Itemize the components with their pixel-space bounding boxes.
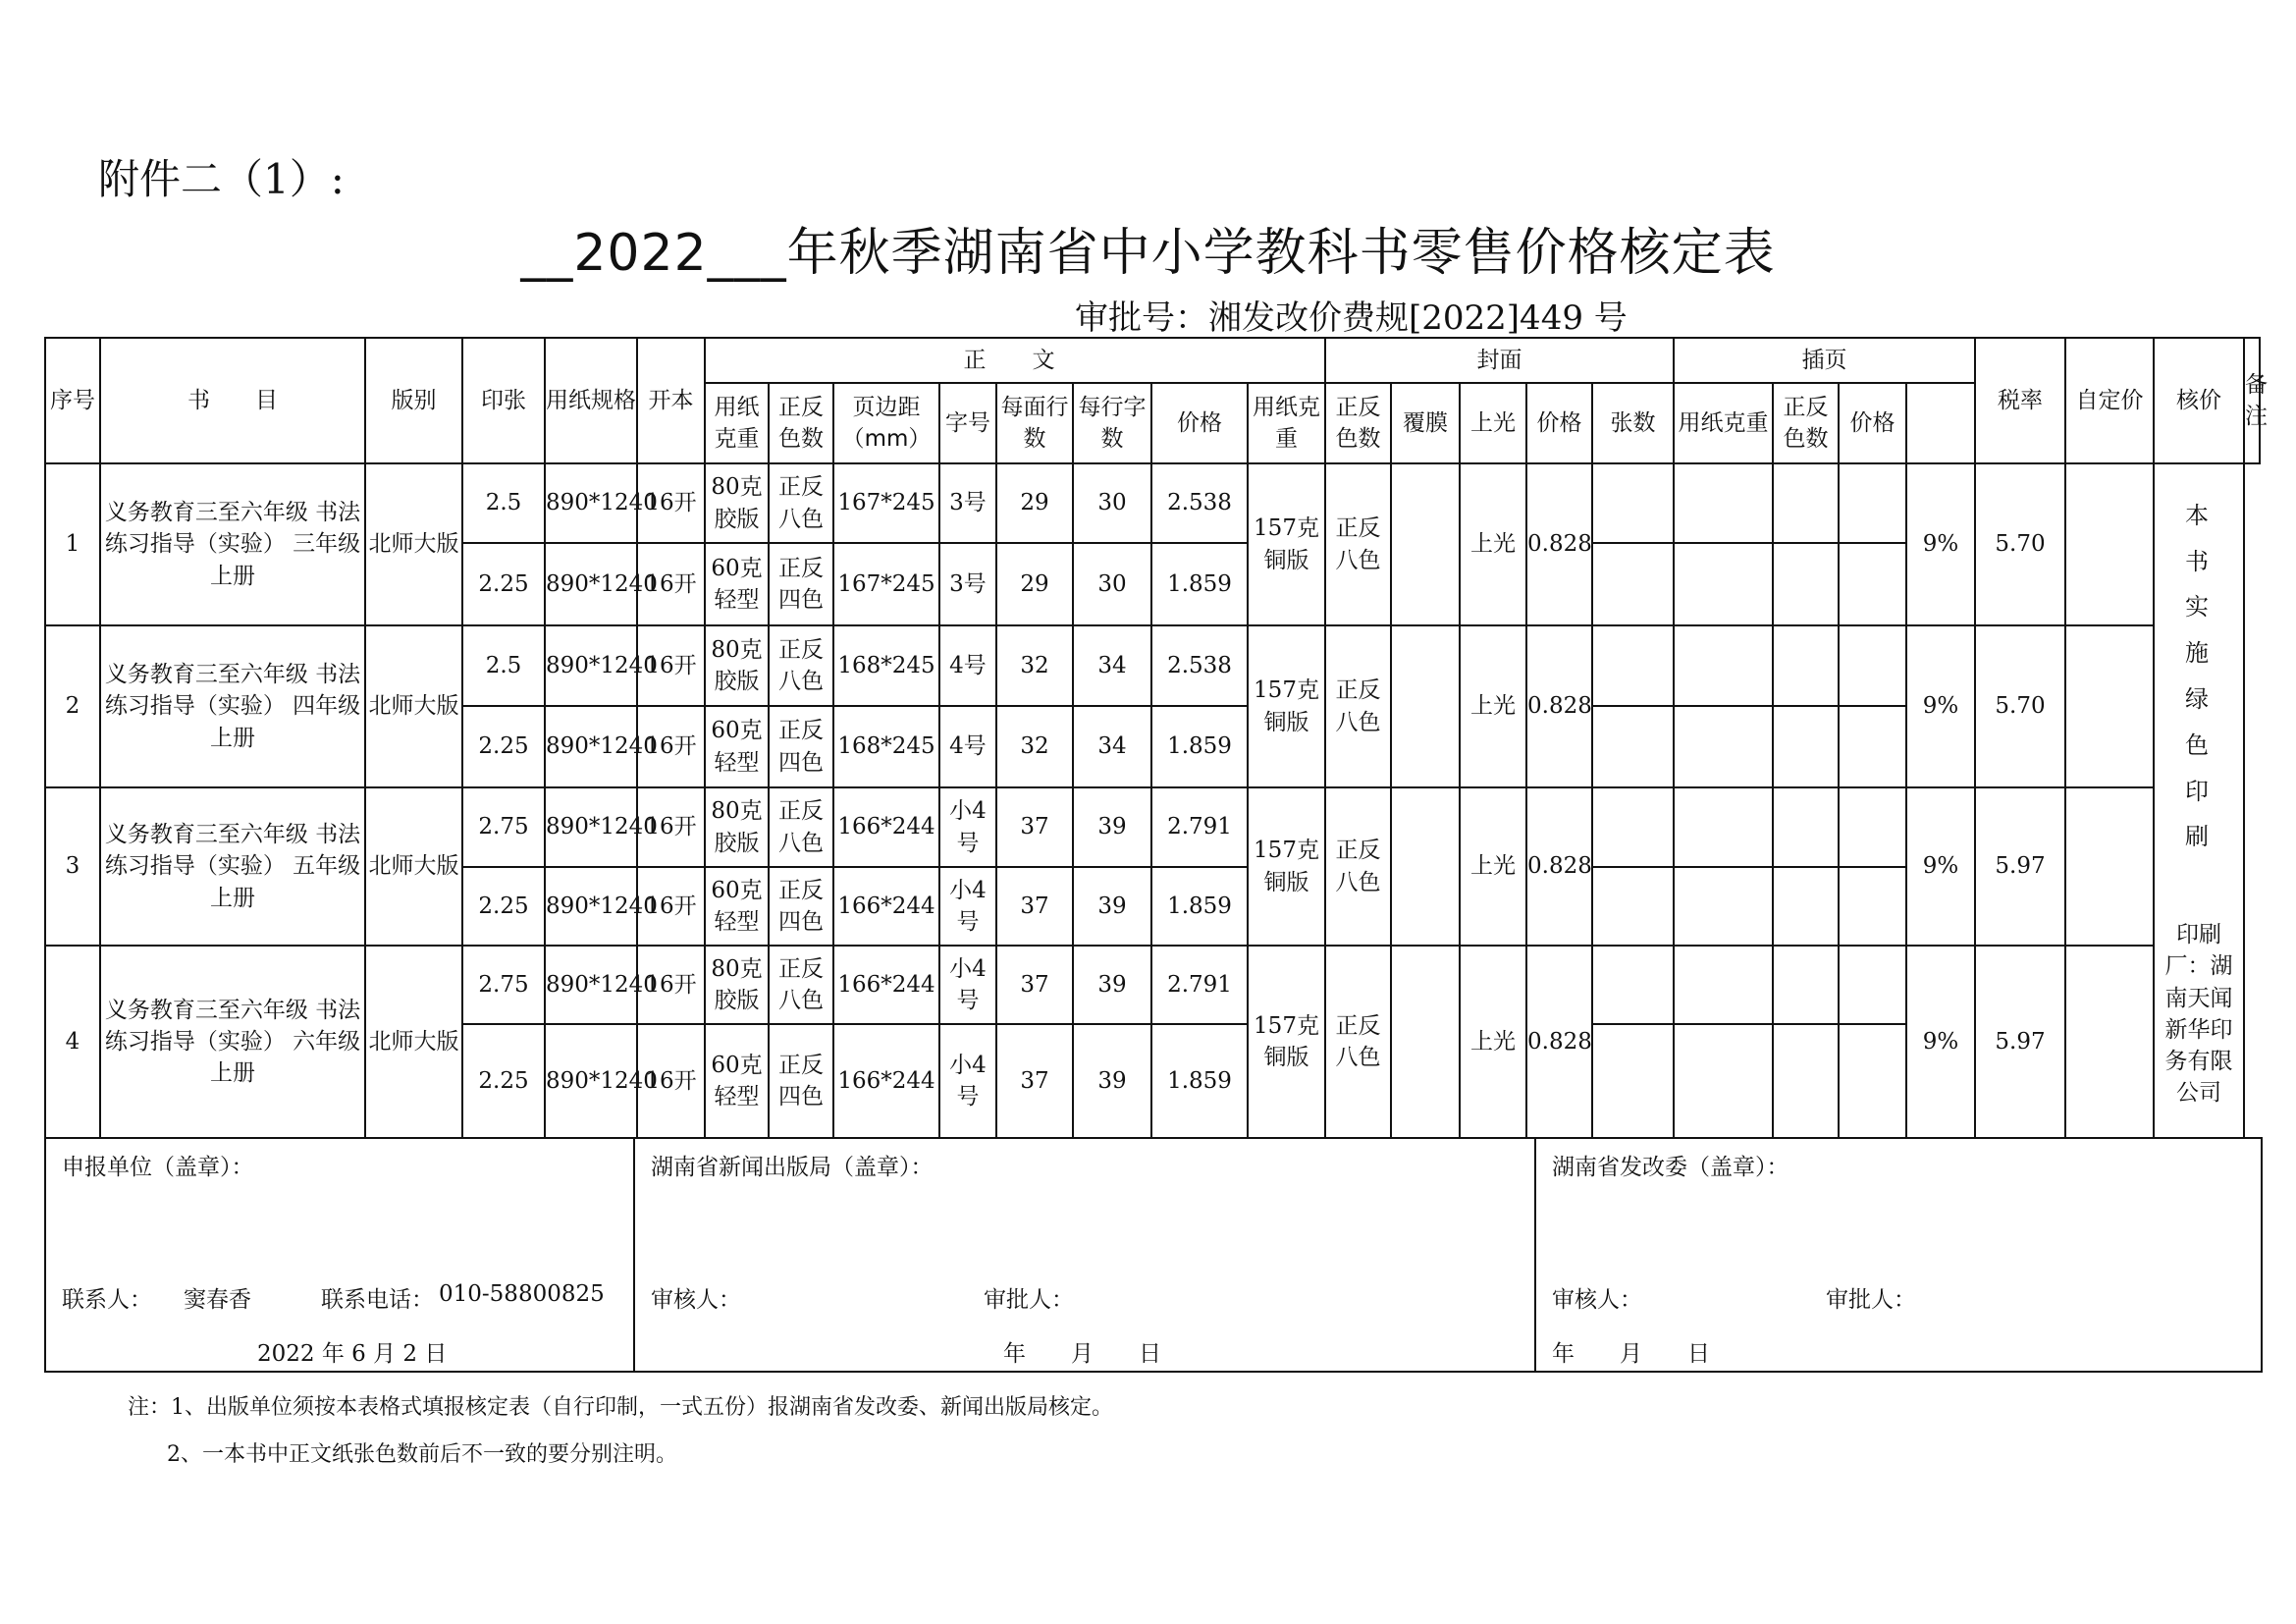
body-font: 小4号 [939,1024,996,1138]
header-remark: 备注 [2244,338,2260,463]
body-lines: 32 [996,706,1073,787]
cover-price: 0.828 [1526,946,1592,1138]
check-price [2065,787,2154,946]
body-paper: 60克轻型 [705,867,769,946]
insert-count [1592,867,1674,946]
format: 16开 [637,543,705,625]
body-chars: 39 [1073,787,1151,867]
insert-count [1592,1024,1674,1138]
header-book: 书 目 [100,338,365,463]
cover-paper: 157克铜版 [1248,463,1325,625]
self-price: 5.70 [1975,463,2065,625]
body-chars: 39 [1073,1024,1151,1138]
body-margin: 167*245 [833,463,939,543]
insert-color [1773,1024,1839,1138]
paper-spec: 890*1240 [545,706,637,787]
self-price: 5.97 [1975,946,2065,1138]
sheets: 2.25 [462,706,545,787]
book-title: 义务教育三至六年级 书法练习指导（实验） 六年级上册 [100,946,365,1138]
self-price: 5.70 [1975,625,2065,787]
body-paper: 80克胶版 [705,946,769,1024]
insert-paper [1674,1024,1773,1138]
body-price: 2.791 [1151,787,1248,867]
body-paper: 80克胶版 [705,463,769,543]
body-paper: 80克胶版 [705,787,769,867]
cover-gloss: 上光 [1460,946,1526,1138]
body-margin: 166*244 [833,946,939,1024]
body-font: 4号 [939,625,996,706]
insert-paper [1674,867,1773,946]
format: 16开 [637,625,705,706]
note-1: 注：1、出版单位须按本表格式填报核定表（自行印制，一式五份）报湖南省发改委、新闻出版局核定。 [128,1395,1114,1420]
book-title: 义务教育三至六年级 书法练习指导（实验） 五年级上册 [100,787,365,946]
body-paper: 80克胶版 [705,625,769,706]
header-body-font: 字号 [939,383,996,463]
contact-label: 联系人： [62,1287,152,1313]
header-self-price: 自定价 [2065,338,2154,463]
phone-number: 010-58800825 [439,1281,605,1307]
check-price [2065,946,2154,1138]
body-margin: 167*245 [833,543,939,625]
body-chars: 30 [1073,543,1151,625]
paper-spec: 890*1240 [545,463,637,543]
paper-spec: 890*1240 [545,867,637,946]
cover-film [1391,463,1460,625]
cover-film [1391,946,1460,1138]
insert-paper [1674,787,1773,867]
header-edition: 版别 [365,338,462,463]
insert-price [1839,543,1906,625]
applicant-section [45,1138,634,1372]
format: 16开 [637,867,705,946]
sheets: 2.25 [462,867,545,946]
sheets: 2.25 [462,1024,545,1138]
sheets: 2.5 [462,625,545,706]
body-price: 1.859 [1151,706,1248,787]
body-price: 1.859 [1151,543,1248,625]
cover-paper: 157克铜版 [1248,625,1325,787]
applicant-label: 申报单位（盖章）： [62,1155,254,1180]
press-bureau-label: 湖南省新闻出版局（盖章）： [651,1155,934,1180]
header-insert-group: 插页 [1674,338,1975,383]
format: 16开 [637,787,705,867]
cover-gloss: 上光 [1460,625,1526,787]
header-body-lines: 每面行数 [996,383,1073,463]
insert-price [1839,1024,1906,1138]
format: 16开 [637,463,705,543]
phone-label: 联系电话： [321,1287,434,1313]
cover-gloss: 上光 [1460,787,1526,946]
insert-color [1773,867,1839,946]
body-chars: 34 [1073,625,1151,706]
header-insert-color: 正反色数 [1773,383,1839,463]
paper-spec: 890*1240 [545,625,637,706]
table-row [45,463,2260,543]
body-lines: 29 [996,463,1073,543]
header-paper-spec: 用纸规格 [545,338,637,463]
insert-price [1839,867,1906,946]
tax-rate: 9% [1906,625,1975,787]
body-margin: 166*244 [833,1024,939,1138]
insert-paper [1674,463,1773,543]
body-color: 正反四色 [769,867,833,946]
header-cover-price: 价格 [1526,383,1592,463]
insert-paper [1674,946,1773,1024]
body-lines: 32 [996,625,1073,706]
header-body-group: 正 文 [705,338,1325,383]
insert-count [1592,706,1674,787]
body-font: 小4号 [939,867,996,946]
body-chars: 39 [1073,946,1151,1024]
table-row [45,625,2260,706]
book-edition: 北师大版 [365,625,462,787]
press-date: 年 月 日 [1003,1341,1161,1367]
body-font: 小4号 [939,787,996,867]
insert-price [1839,787,1906,867]
body-lines: 37 [996,946,1073,1024]
body-margin: 168*245 [833,706,939,787]
insert-count [1592,625,1674,706]
body-lines: 37 [996,1024,1073,1138]
insert-color [1773,543,1839,625]
body-price: 1.859 [1151,867,1248,946]
header-format: 开本 [637,338,705,463]
insert-count [1592,463,1674,543]
header-cover-paper: 用纸克重 [1248,383,1325,463]
contact-name: 窦春香 [184,1287,251,1313]
header-insert-price: 价格 [1839,383,1906,463]
drc-section [1535,1138,2262,1372]
cover-paper: 157克铜版 [1248,946,1325,1138]
drc-label: 湖南省发改委（盖章）： [1552,1155,1789,1180]
insert-price [1839,946,1906,1024]
tax-rate: 9% [1906,463,1975,625]
body-price: 2.791 [1151,946,1248,1024]
body-paper: 60克轻型 [705,706,769,787]
book-edition: 北师大版 [365,787,462,946]
cover-color: 正反八色 [1325,463,1391,625]
notes [128,1384,1113,1479]
tax-rate: 9% [1906,946,1975,1138]
insert-price [1839,706,1906,787]
body-color: 正反四色 [769,1024,833,1138]
header-body-paper: 用纸克重 [705,383,769,463]
cover-color: 正反八色 [1325,946,1391,1138]
insert-color [1773,706,1839,787]
cover-price: 0.828 [1526,463,1592,625]
body-margin: 168*245 [833,625,939,706]
cover-color: 正反八色 [1325,787,1391,946]
book-title: 义务教育三至六年级 书法练习指导（实验） 三年级上册 [100,463,365,625]
paper-spec: 890*1240 [545,1024,637,1138]
note-2: 2、一本书中正文纸张色数前后不一致的要分别注明。 [167,1442,677,1467]
sheets: 2.75 [462,946,545,1024]
remark-green-printing: 本书实施绿色印刷 [2185,501,2214,851]
insert-count [1592,946,1674,1024]
header-cover-group: 封面 [1325,338,1674,383]
body-lines: 29 [996,543,1073,625]
book-title: 义务教育三至六年级 书法练习指导（实验） 四年级上册 [100,625,365,787]
cover-paper: 157克铜版 [1248,787,1325,946]
paper-spec: 890*1240 [545,543,637,625]
insert-price [1839,625,1906,706]
book-seq: 2 [45,625,100,787]
cover-price: 0.828 [1526,625,1592,787]
cover-film [1391,787,1460,946]
insert-paper [1674,706,1773,787]
header-seq: 序号 [45,338,100,463]
body-chars: 30 [1073,463,1151,543]
paper-spec: 890*1240 [545,787,637,867]
press-approver-label: 审批人： [984,1287,1074,1313]
table-row [45,946,2260,1024]
book-edition: 北师大版 [365,463,462,625]
sheets: 2.25 [462,543,545,625]
insert-color [1773,946,1839,1024]
body-paper: 60克轻型 [705,1024,769,1138]
format: 16开 [637,946,705,1024]
table-row [45,787,2260,867]
book-edition: 北师大版 [365,946,462,1138]
cover-price: 0.828 [1526,787,1592,946]
check-price [2065,625,2154,787]
body-margin: 166*244 [833,867,939,946]
insert-paper [1674,625,1773,706]
signature-table [44,1137,2263,1373]
body-color: 正反八色 [769,787,833,867]
format: 16开 [637,706,705,787]
body-color: 正反四色 [769,543,833,625]
drc-date: 年 月 日 [1552,1341,1710,1367]
press-reviewer-label: 审核人： [651,1287,741,1313]
body-font: 小4号 [939,946,996,1024]
page-title: __2022___年秋季湖南省中小学教科书零售价格核定表 [520,224,1776,283]
header-insert-paper: 用纸克重 [1674,383,1773,463]
cover-film [1391,625,1460,787]
header-cover-gloss: 上光 [1460,383,1526,463]
approval-number: 审批号：湘发改价费规[2022]449 号 [1075,298,1628,338]
insert-count [1592,787,1674,867]
paper-spec: 890*1240 [545,946,637,1024]
body-chars: 39 [1073,867,1151,946]
insert-color [1773,625,1839,706]
remark-printer: 印刷厂：湖南天闻新华印务有限公司 [2164,922,2233,1107]
sheets: 2.75 [462,787,545,867]
attachment-label: 附件二（1）: [98,155,345,203]
header-body-margin: 页边距（mm） [833,383,939,463]
apply-date: 2022 年 6 月 2 日 [257,1341,448,1367]
body-font: 3号 [939,463,996,543]
body-lines: 37 [996,787,1073,867]
body-color: 正反八色 [769,946,833,1024]
insert-count [1592,543,1674,625]
header-insert-count: 张数 [1592,383,1674,463]
insert-color [1773,787,1839,867]
format: 16开 [637,1024,705,1138]
header-cover-film: 覆膜 [1391,383,1460,463]
remark-cell [2154,463,2244,1138]
body-color: 正反八色 [769,463,833,543]
body-margin: 166*244 [833,787,939,867]
cover-gloss: 上光 [1460,463,1526,625]
sheets: 2.5 [462,463,545,543]
header-tax: 税率 [1975,338,2065,463]
body-price: 1.859 [1151,1024,1248,1138]
tax-rate: 9% [1906,787,1975,946]
body-price: 2.538 [1151,463,1248,543]
book-seq: 1 [45,463,100,625]
body-font: 4号 [939,706,996,787]
insert-color [1773,463,1839,543]
header-body-price: 价格 [1151,383,1248,463]
body-paper: 60克轻型 [705,543,769,625]
book-seq: 3 [45,787,100,946]
body-color: 正反八色 [769,625,833,706]
header-sheets: 印张 [462,338,545,463]
self-price: 5.97 [1975,787,2065,946]
cover-color: 正反八色 [1325,625,1391,787]
insert-price [1839,463,1906,543]
check-price [2065,463,2154,625]
price-table [44,337,2269,1139]
header-body-chars: 每行字数 [1073,383,1151,463]
book-seq: 4 [45,946,100,1138]
drc-approver-label: 审批人： [1826,1287,1916,1313]
body-font: 3号 [939,543,996,625]
press-bureau-section [634,1138,1535,1372]
header-cover-color: 正反色数 [1325,383,1391,463]
body-price: 2.538 [1151,625,1248,706]
body-chars: 34 [1073,706,1151,787]
body-lines: 37 [996,867,1073,946]
drc-reviewer-label: 审核人： [1552,1287,1642,1313]
body-color: 正反四色 [769,706,833,787]
header-body-color: 正反色数 [769,383,833,463]
insert-paper [1674,543,1773,625]
header-check-price: 核价 [2154,338,2244,463]
